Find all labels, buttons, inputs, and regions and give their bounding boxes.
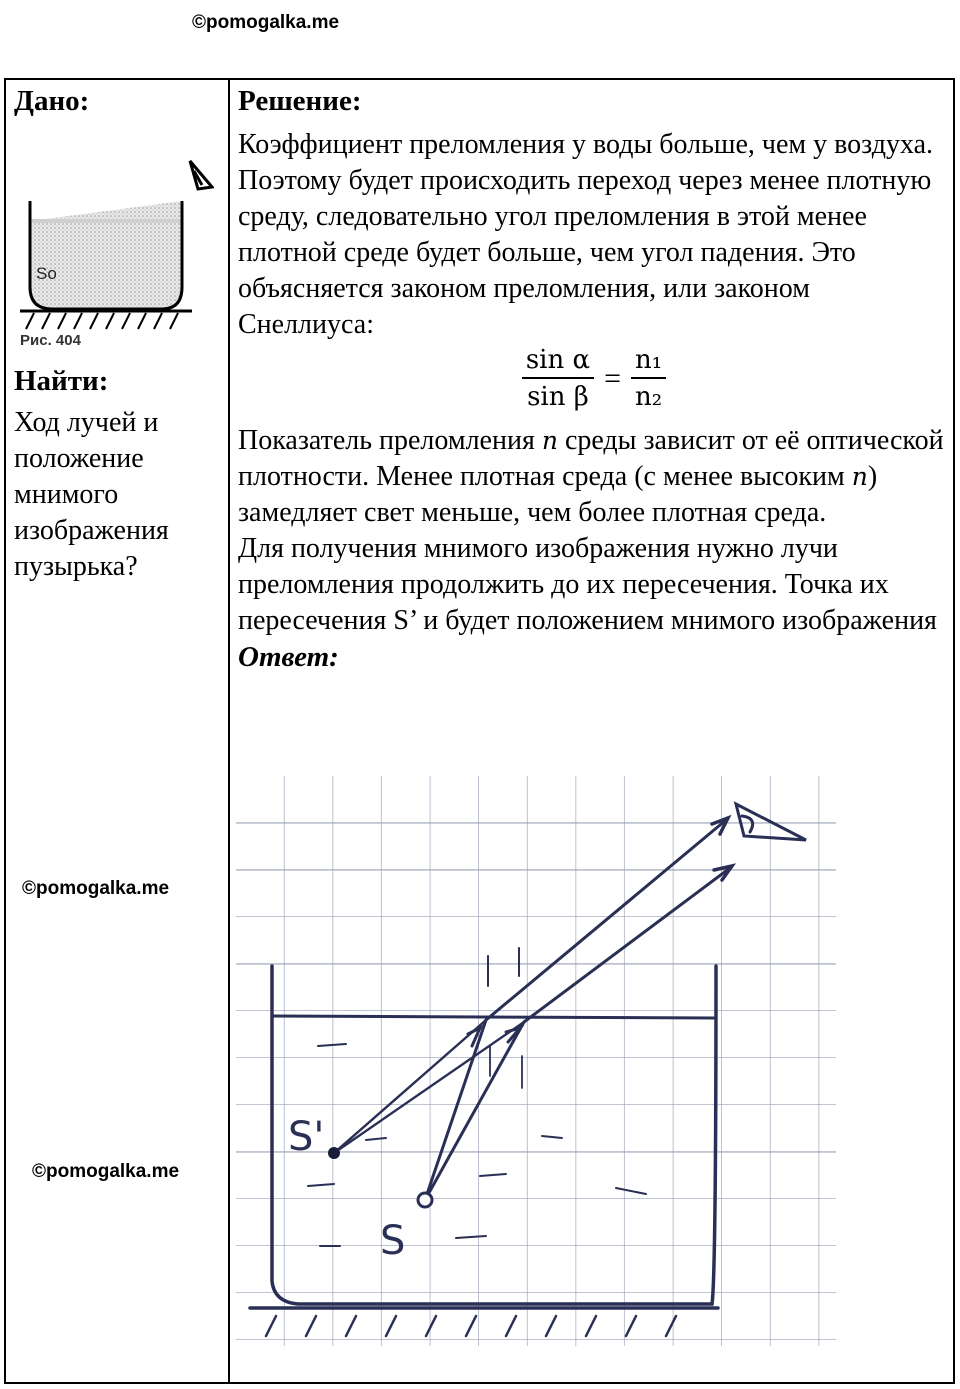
formula-lhs-den: sin β	[522, 377, 594, 415]
formula-rhs-num: n₁	[634, 345, 663, 375]
snell-formula	[238, 343, 950, 423]
column-divider	[228, 80, 230, 1382]
eye-icon	[190, 161, 212, 189]
p3-part-a: Показатель преломления	[238, 425, 542, 456]
bubble-label: So	[36, 264, 57, 283]
solution-paragraph-1: Коэффициент преломления у воды больше, чем у воздуха.	[238, 129, 934, 160]
graph-paper	[236, 776, 836, 1346]
given-column	[14, 80, 224, 585]
solution-column	[238, 80, 950, 675]
answer-heading: Ответ:	[238, 641, 339, 673]
solution-heading: Решение:	[238, 85, 362, 117]
figure-caption: Рис. 404	[20, 332, 81, 349]
answer-drawing	[236, 776, 836, 1346]
p3-part-c: ) замедляет свет меньше, чем более плотная среда.	[238, 461, 878, 528]
source-point	[418, 1193, 432, 1207]
given-heading: Дано:	[14, 85, 90, 117]
solution-paragraph-3	[238, 423, 950, 531]
virtual-image-point	[328, 1147, 340, 1159]
solution-table	[4, 78, 955, 1384]
solution-paragraph-2: Поэтому будет происходить переход через менее плотную среду, следовательно угол преломления в этой менее плотной среде будет больше, чем угол падения. Это объясняется законом преломления, или законом Снеллиуса:	[238, 165, 932, 340]
solution-paragraph-4: Для получения мнимого изображения нужно лучи преломления продолжить до их пересечения. Точка их пересечения S’ и будет положением мнимого изображения	[238, 533, 937, 636]
watermark-middle: ©pomogalka.me	[22, 878, 170, 899]
figure-404	[14, 119, 214, 334]
watermark-top: ©pomogalka.me	[192, 12, 340, 33]
p3-n-symbol-2: n	[851, 462, 868, 491]
source-label: S	[380, 1218, 406, 1264]
water-surface	[272, 1016, 714, 1018]
formula-equals: =	[604, 362, 621, 395]
find-text: Ход лучей и положение мнимого изображения пузырька?	[14, 407, 169, 582]
find-heading: Найти:	[14, 365, 109, 397]
formula-rhs-den: n₂	[631, 377, 666, 415]
virtual-image-label: S'	[288, 1114, 325, 1160]
formula-rhs	[631, 343, 666, 415]
p3-n-symbol-1: n	[541, 426, 558, 455]
formula-lhs-num: sin α	[525, 345, 591, 375]
watermark-bottom: ©pomogalka.me	[32, 1161, 180, 1182]
formula-lhs	[522, 343, 594, 415]
p3-part-b: среды зависит от её оптической плотности. Менее плотная среда (с менее высоким	[238, 425, 944, 492]
